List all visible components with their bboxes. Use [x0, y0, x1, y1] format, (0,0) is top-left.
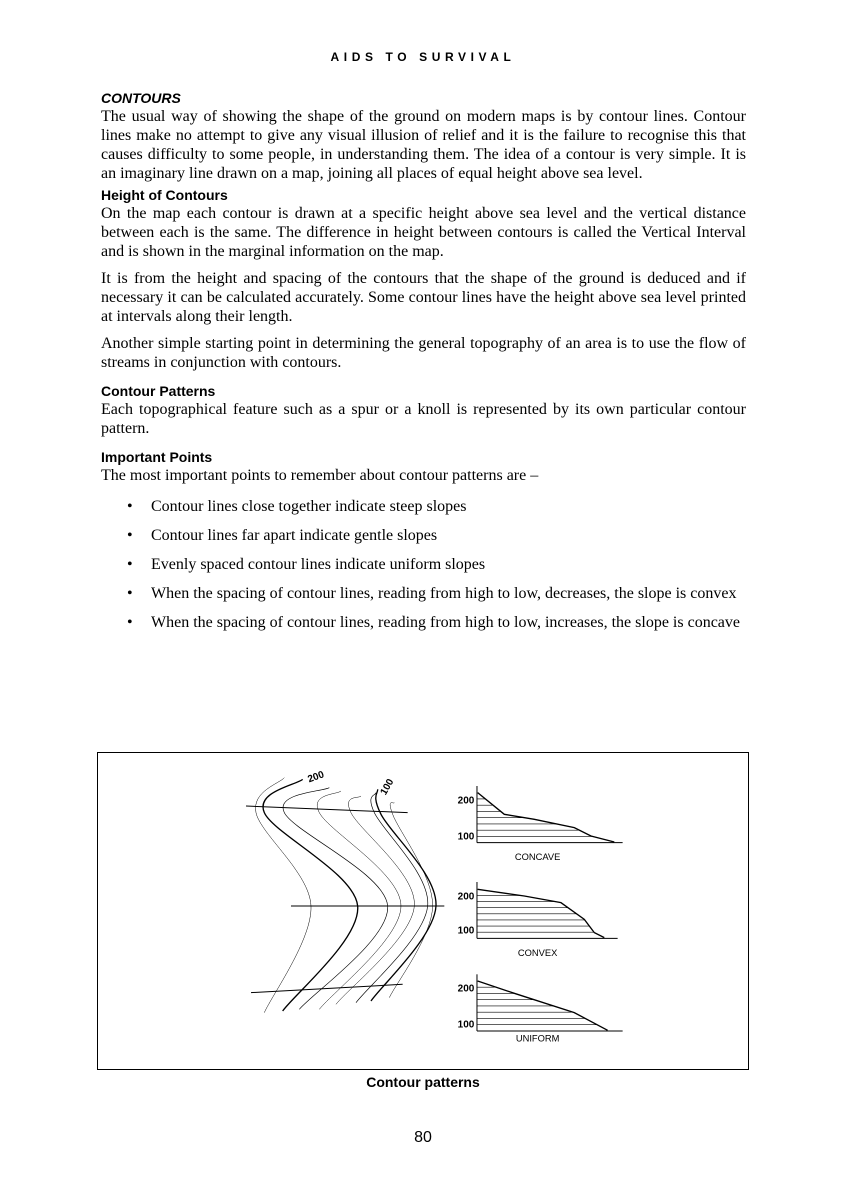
body-text: [101, 89, 746, 642]
paragraph: It is from the height and spacing of the contours that the shape of the ground is deduced and if necessary it can be calculated accurately. Some contour lines have the height above sea level printed at intervals along their length.: [101, 270, 746, 325]
section-line: [246, 806, 408, 813]
paragraph: The most important points to remember about contour patterns are –: [101, 467, 539, 484]
figure-caption: Contour patterns: [366, 1074, 480, 1090]
intro-paragraph: The usual way of showing the shape of the ground on modern maps is by contour lines. Contour lines make no attempt to give any visual illusion of relief and it is the failure to recognise this that causes difficulty to some people, in understanding them. The idea of a contour is very simple. It is an imaginary line drawn on a map, joining all places of equal height above sea level.: [101, 108, 746, 182]
contour-line: [263, 779, 358, 1011]
heading-height-of-contours: Height of Contours: [101, 187, 228, 203]
paragraph: On the map each contour is drawn at a specific height above sea level and the vertical distance between each is the same. The difference in height between contours is called the Vertical Interval and is shown in the marginal information on the map.: [101, 205, 746, 260]
running-header: AIDS TO SURVIVAL: [330, 50, 516, 64]
profile-label-low: 100: [457, 831, 475, 843]
profile-label-low: 100: [457, 925, 475, 937]
list-item: • Contour lines far apart indicate gentle slopes: [101, 526, 746, 545]
list-item: • When the spacing of contour lines, reading from high to low, increases, the slope is concave: [101, 613, 746, 632]
profile-name: UNIFORM: [515, 1033, 560, 1044]
contour-line: [336, 796, 414, 1004]
paragraph: Each topographical feature such as a spur or a knoll is represented by its own particular contour pattern.: [101, 401, 746, 437]
contour-line: [371, 789, 436, 1001]
profile-label-low: 100: [457, 1019, 475, 1031]
list-item: • Contour lines close together indicate steep slopes: [101, 497, 746, 516]
profile-label-high: 200: [457, 983, 475, 995]
paragraph: Another simple starting point in determining the general topography of an area is to use the flow of streams in conjunction with contours.: [101, 335, 746, 371]
section-line: [251, 984, 403, 992]
profile-label-high: 200: [457, 795, 475, 807]
contour-diagram: [98, 753, 748, 1069]
profile-name: CONVEX: [517, 947, 558, 958]
contour-line: [356, 793, 428, 1003]
contour-figure: [97, 752, 749, 1070]
contour-line: [389, 803, 432, 998]
section-title: CONTOURS: [101, 90, 181, 106]
list-item: • When the spacing of contour lines, reading from high to low, decreases, the slope is convex: [101, 584, 746, 603]
heading-important-points: Important Points: [101, 449, 213, 465]
contour-label-100: 100: [378, 777, 397, 798]
bullet-list: [101, 497, 746, 632]
heading-contour-patterns: Contour Patterns: [101, 383, 216, 399]
profile-name: CONCAVE: [514, 851, 561, 862]
contour-label-200: 200: [306, 769, 326, 786]
list-item: • Evenly spaced contour lines indicate uniform slopes: [101, 555, 746, 574]
page-number: 80: [414, 1129, 432, 1146]
profile-label-high: 200: [457, 891, 475, 903]
contour-line: [283, 788, 388, 1010]
